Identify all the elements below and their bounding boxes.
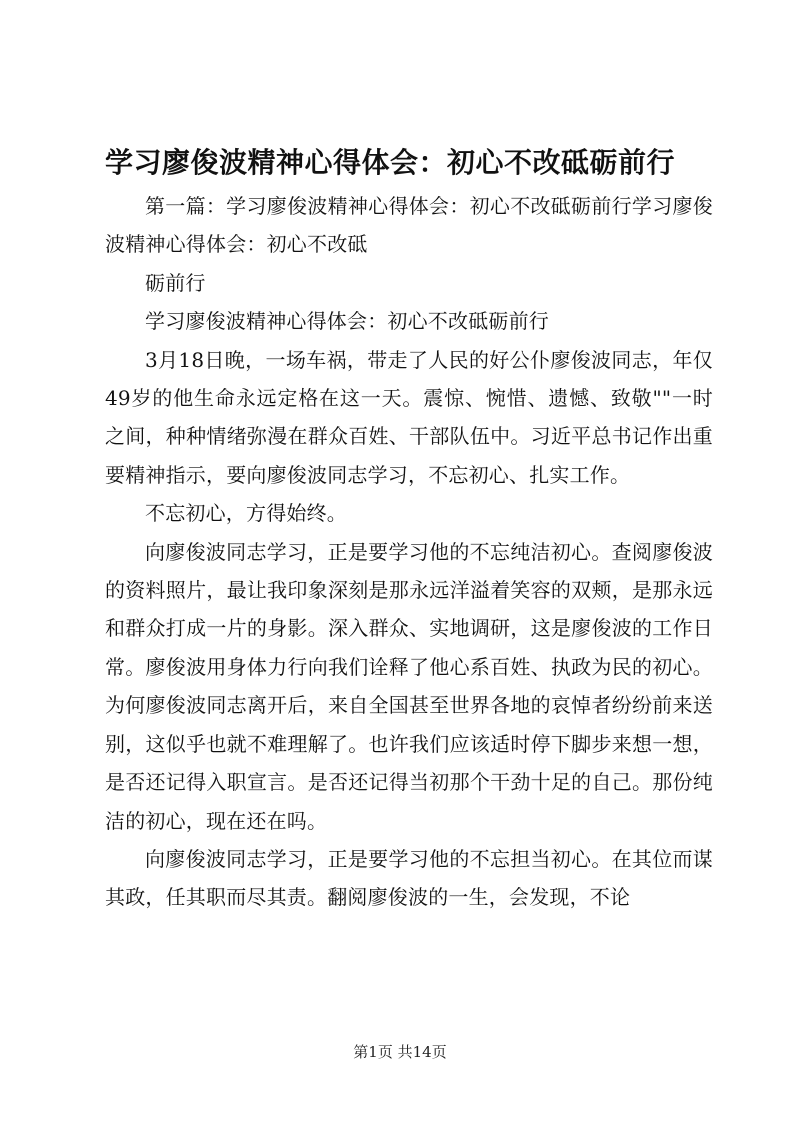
paragraph: 向廖俊波同志学习，正是要学习他的不忘纯洁初心。查阅廖俊波的资料照片，最让我印象深刻是那永远洋溢着笑容的双颊，是那永远和群众打成一片的身影。深入群众、实地调研，这是廖俊波的工作日常。廖俊波用身体力行向我们诠释了他心系百姓、执政为民的初心。为何廖俊波同志离开后，来自全国甚至世界各地的哀悼者纷纷前来送别，这似乎也就不难理解了。也许我们应该适时停下脚步来想一想，是否还记得入职宣言。是否还记得当初那个干劲十足的自己。那份纯洁的初心，现在还在吗。 [105, 539, 713, 833]
paragraph: 不忘初心，方得始终。 [145, 501, 347, 526]
page-number-footer: 第1页 共14页 [353, 1043, 447, 1061]
paragraph: 第一篇：学习廖俊波精神心得体会：初心不改砥砺前行学习廖俊波精神心得体会：初心不改砥 [105, 194, 713, 257]
paragraph: 学习廖俊波精神心得体会：初心不改砥砺前行 [145, 309, 549, 334]
paragraph: 3月18日晚，一场车祸，带走了人民的好公仆廖俊波同志，年仅49岁的他生命永远定格在这一天。震惊、惋惜、遗憾、致敬""一时之间，种种情绪弥漫在群众百姓、干部队伍中。习近平总书记作出重要精神指示，要向廖俊波同志学习，不忘初心、扎实工作。 [105, 347, 713, 487]
document-title: 学习廖俊波精神心得体会：初心不改砥砺前行 [105, 146, 676, 179]
document-body [105, 187, 713, 917]
paragraph: 向廖俊波同志学习，正是要学习他的不忘担当初心。在其位而谋其政，任其职而尽其责。翻阅廖俊波的一生，会发现，不论 [105, 846, 713, 910]
paragraph: 砺前行 [145, 270, 206, 295]
